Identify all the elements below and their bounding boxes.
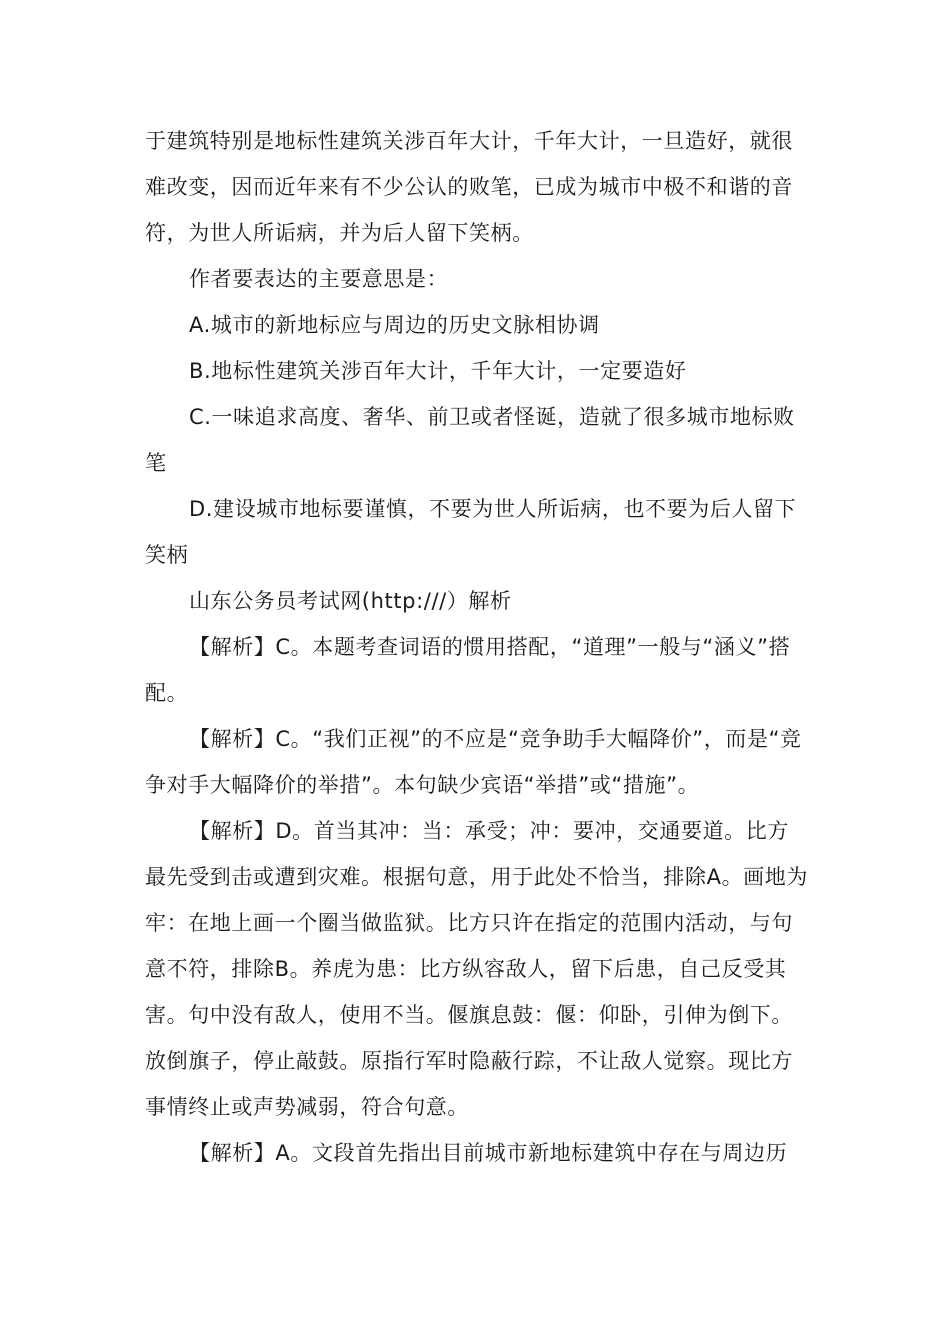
option-d: D.建设城市地标要谨慎，不要为世人所诟病，也不要为后人留下笑柄 [145,497,797,567]
option-b: B.地标性建筑关涉百年大计，千年大计，一定要造好 [189,359,687,383]
analysis-2: 【解析】C。“我们正视”的不应是“竞争助手大幅降价”，而是“竞争对手大幅降价的举措”。本句缺少宾语“举措”或“措施”。 [145,727,802,797]
analysis-1: 【解析】C。本题考查词语的惯用搭配，“道理”一般与“涵义”搭配。 [145,635,791,705]
source-heading: 山东公务员考试网(http:///）解析 [189,589,512,613]
analysis-4: 【解析】A。文段首先指出目前城市新地标建筑中存在与周边历 [189,1141,788,1165]
analysis-3: 【解析】D。首当其冲：当：承受；冲：要冲，交通要道。比方最先受到击或遭到灾难。根据句意，用于此处不恰当，排除A。画地为牢：在地上画一个圈当做监狱。比方只许在指定的范围内活动，与句意不符，排除B。养虎为患：比方纵容敌人，留下后患，自己反受其害。句中没有敌人，使用不当。偃旗息鼓：偃：仰卧，引伸为倒下。放倒旗子，停止敲鼓。原指行军时隐蔽行踪，不让敌人觉察。现比方事情终止或声势减弱，符合句意。 [145,819,808,1119]
option-a: A.城市的新地标应与周边的历史文脉相协调 [189,313,600,337]
option-c: C.一味追求高度、奢华、前卫或者怪诞，造就了很多城市地标败笔 [145,405,795,475]
paragraph-intro: 于建筑特别是地标性建筑关涉百年大计，千年大计，一旦造好，就很难改变，因而近年来有不少公认的败笔，已成为城市中极不和谐的音符，为世人所诟病，并为后人留下笑柄。 [145,129,793,245]
document-page [145,118,810,1176]
question-prompt: 作者要表达的主要意思是： [189,267,449,291]
